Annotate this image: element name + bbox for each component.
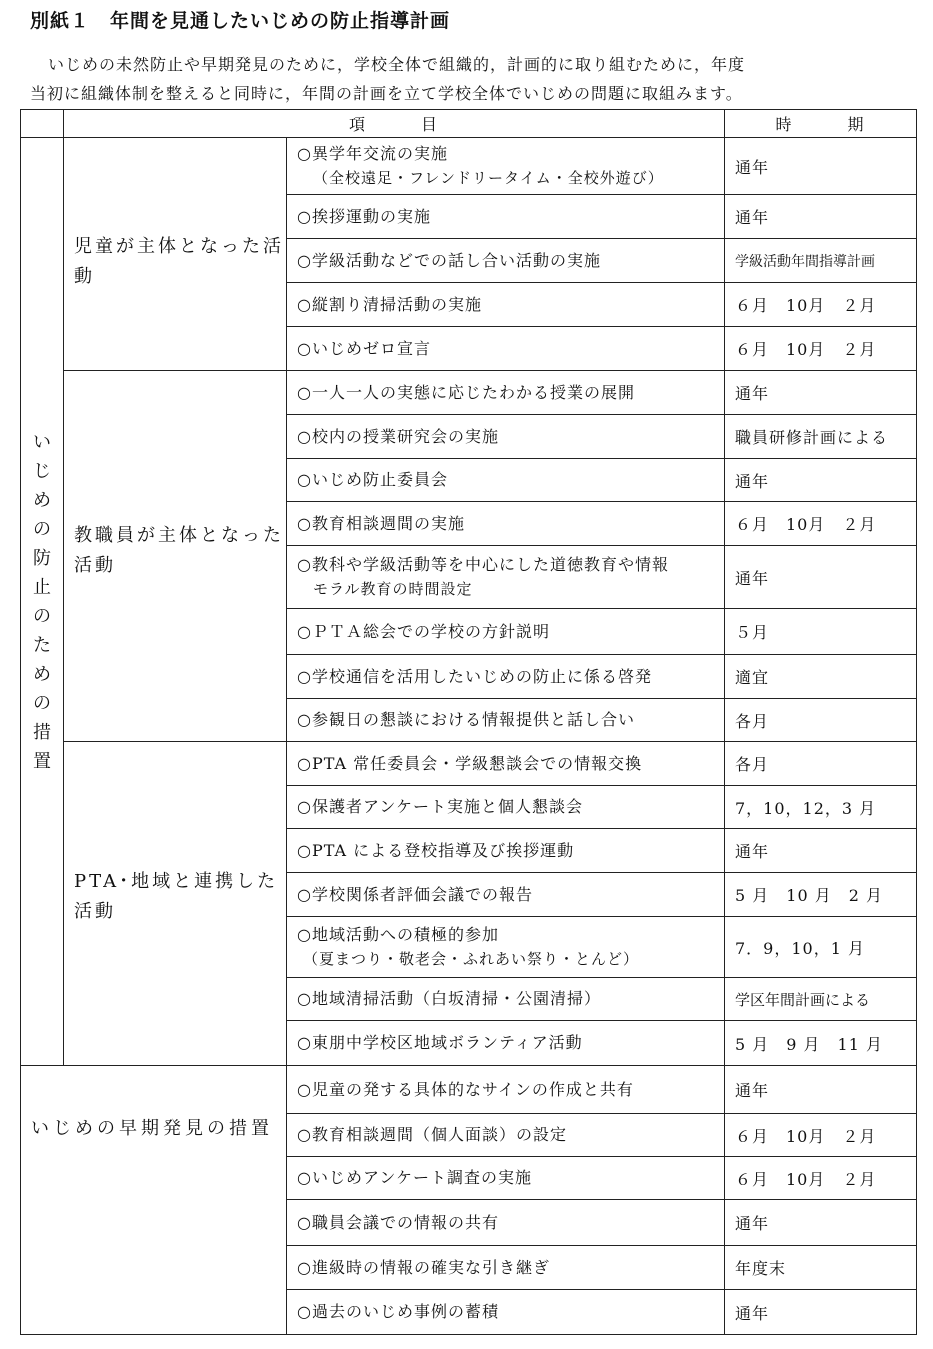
time-cell: 通年 — [725, 1200, 917, 1246]
time-cell: 学区年間計画による — [725, 978, 917, 1021]
item-cell: ○学校通信を活用したいじめの防止に係る啓発 — [287, 655, 725, 699]
item-cell: ○学校関係者評価会議での報告 — [287, 873, 725, 917]
item-cell — [287, 917, 725, 978]
item-cell: ○保護者アンケート実施と個人懇談会 — [287, 786, 725, 829]
time-cell: 通年 — [725, 371, 917, 415]
item-cell — [287, 138, 725, 195]
time-cell: 通年 — [725, 1290, 917, 1335]
table-row — [21, 1066, 917, 1114]
header-time: 時 期 — [725, 110, 917, 138]
prevention-char: 措 — [33, 721, 51, 743]
prevention-char: じ — [33, 460, 51, 482]
item-text: ○異学年交流の実施 — [297, 144, 448, 163]
time-cell: 7，10，12，3 月 — [725, 786, 917, 829]
time-cell: ６月 10月 ２月 — [725, 283, 917, 327]
item-cell: ○進級時の情報の確実な引き継ぎ — [287, 1246, 725, 1290]
item-cell: ○いじめ防止委員会 — [287, 459, 725, 502]
time-cell: 適宜 — [725, 655, 917, 699]
time-cell: 年度末 — [725, 1246, 917, 1290]
category-early-detection: いじめの早期発見の措置 — [21, 1066, 287, 1335]
prevention-char: め — [33, 663, 51, 685]
prevention-char: め — [33, 489, 51, 511]
item-cell: ○PTA による登校指導及び挨拶運動 — [287, 829, 725, 873]
item-cell: ○職員会議での情報の共有 — [287, 1200, 725, 1246]
table-row — [21, 138, 917, 195]
header-blank-cell — [21, 110, 64, 138]
item-cell: ○東朋中学校区地域ボランティア活動 — [287, 1021, 725, 1066]
category-staff: 教職員が主体となった活動 — [64, 371, 287, 742]
time-cell: 通年 — [725, 1066, 917, 1114]
time-cell: 通年 — [725, 138, 917, 195]
item-cell: ○挨拶運動の実施 — [287, 195, 725, 239]
item-cell — [287, 546, 725, 609]
item-subtext: （夏まつり・敬老会・ふれあい祭り・とんど） — [303, 950, 640, 968]
prevention-label — [21, 138, 64, 1066]
time-cell: 5 月 9 月 11 月 — [725, 1021, 917, 1066]
item-cell: ○PTA 常任委員会・学級懇談会での情報交換 — [287, 742, 725, 786]
prevention-char: の — [33, 518, 51, 540]
prevention-char: 防 — [33, 547, 51, 569]
table-row — [21, 371, 917, 415]
time-cell: 通年 — [725, 459, 917, 502]
category-student: 児童が主体となった活動 — [64, 138, 287, 371]
time-cell: ６月 10月 ２月 — [725, 1157, 917, 1200]
item-cell: ○縦割り清掃活動の実施 — [287, 283, 725, 327]
item-cell: ○児童の発する具体的なサインの作成と共有 — [287, 1066, 725, 1114]
item-cell: ○一人一人の実態に応じたわかる授業の展開 — [287, 371, 725, 415]
prevention-char: の — [33, 692, 51, 714]
item-cell: ○いじめアンケート調査の実施 — [287, 1157, 725, 1200]
item-cell: ○学級活動などでの話し合い活動の実施 — [287, 239, 725, 283]
time-cell: 通年 — [725, 546, 917, 609]
time-cell: 通年 — [725, 195, 917, 239]
time-cell: 各月 — [725, 742, 917, 786]
time-cell: ６月 10月 ２月 — [725, 1114, 917, 1157]
time-cell: 7．9，10，1 月 — [725, 917, 917, 978]
table-row — [21, 742, 917, 786]
time-cell: 各月 — [725, 699, 917, 742]
item-subtext: モラル教育の時間設定 — [313, 580, 473, 598]
item-cell: ○過去のいじめ事例の蓄積 — [287, 1290, 725, 1335]
header-item: 項 目 — [64, 110, 725, 138]
item-text: ○教科や学級活動等を中心にした道徳教育や情報 — [297, 555, 669, 574]
item-text: ○地域活動への積極的参加 — [297, 925, 499, 944]
item-cell: ○教育相談週間の実施 — [287, 502, 725, 546]
item-cell: ○教育相談週間（個人面談）の設定 — [287, 1114, 725, 1157]
page-title: 別紙１ 年間を見通したいじめの防止指導計画 — [30, 10, 451, 32]
item-cell: ○参観日の懇談における情報提供と話し合い — [287, 699, 725, 742]
time-cell: ６月 10月 ２月 — [725, 327, 917, 371]
time-cell: ５月 — [725, 609, 917, 655]
time-cell: 5 月 10 月 2 月 — [725, 873, 917, 917]
intro-line-2: 当初に組織体制を整えると同時に，年間の計画を立て学校全体でいじめの問題に取組みます。 — [30, 84, 743, 103]
prevention-char: の — [33, 605, 51, 627]
item-subtext: （全校遠足・フレンドリータイム・全校外遊び） — [313, 169, 664, 187]
item-cell: ○いじめゼロ宣言 — [287, 327, 725, 371]
prevention-char: た — [33, 634, 51, 656]
prevention-char: 置 — [33, 750, 51, 772]
item-cell: ○ＰＴＡ総会での学校の方針説明 — [287, 609, 725, 655]
prevention-char: 止 — [33, 576, 51, 598]
time-cell: 学級活動年間指導計画 — [725, 239, 917, 283]
intro-paragraph — [30, 50, 910, 108]
time-cell: ６月 10月 ２月 — [725, 502, 917, 546]
prevention-char: い — [33, 431, 51, 453]
plan-table — [20, 109, 917, 1335]
time-cell: 職員研修計画による — [725, 415, 917, 459]
item-cell: ○地域清掃活動（白坂清掃・公園清掃） — [287, 978, 725, 1021]
intro-line-1: いじめの未然防止や早期発見のために，学校全体で組織的，計画的に取り組むために，年度 — [48, 55, 746, 74]
time-cell: 通年 — [725, 829, 917, 873]
category-community: PTA･地域と連携した活動 — [64, 742, 287, 1066]
table-header-row — [21, 110, 917, 138]
item-cell: ○校内の授業研究会の実施 — [287, 415, 725, 459]
